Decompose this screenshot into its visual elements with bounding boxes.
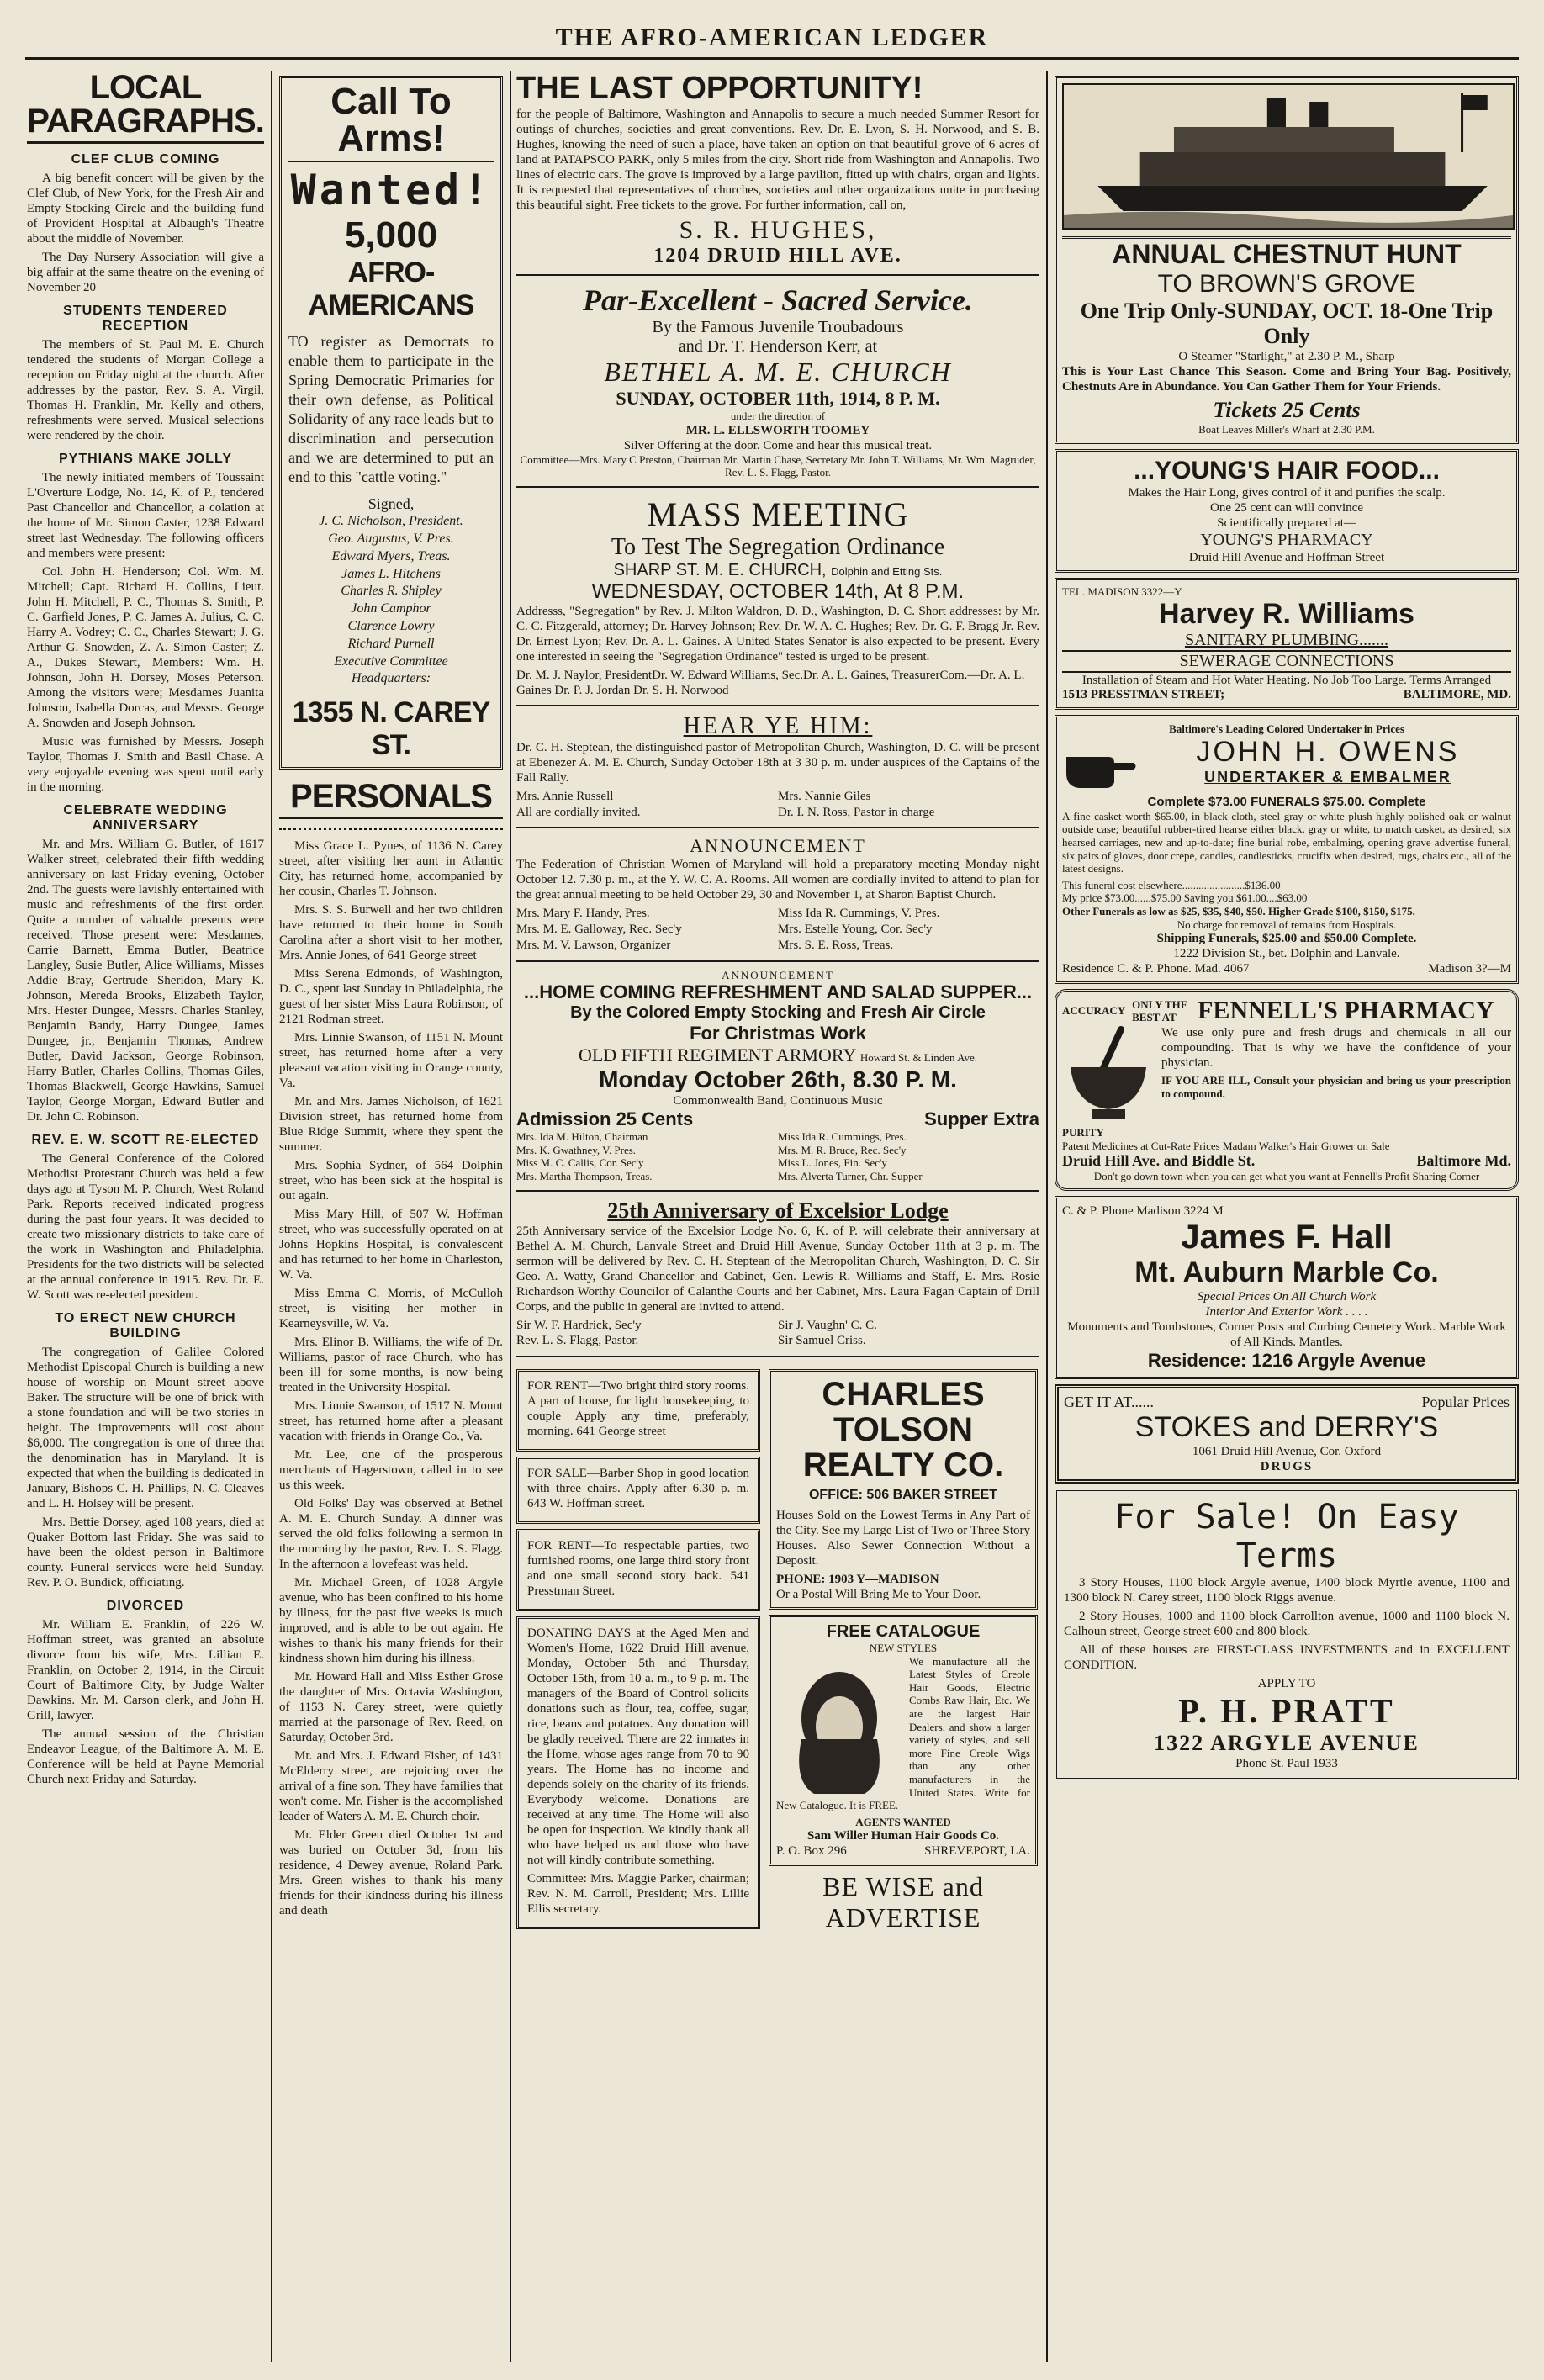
signer-name: Edward Myers, Treas. — [331, 548, 451, 563]
williams-sewerage: SEWERAGE CONNECTIONS — [1062, 650, 1511, 673]
signer-name: John Camphor — [351, 601, 431, 616]
announcement-name: Mrs. S. E. Ross, Treas. — [778, 938, 894, 952]
article-paragraph: Mr. William E. Franklin, of 226 W. Hoffman street, was granted an absolute divorce from his wife, Mrs. Lillian E. Franklin, on October 2, 1914, in the Circuit Court of Baltimore City, by Judge Walter Dawkins. Mr. M. Carson clerk, and John H. Grill, lawyer. — [27, 1618, 264, 1722]
announcements-column — [516, 71, 1039, 2362]
local-article — [27, 803, 264, 1124]
pratt-name: P. H. PRATT — [1178, 1691, 1395, 1730]
sacred-committee: Committee—Mrs. Mary C Preston, Chairman Mr. Martin Chase, Secretary Mr. John T. Williams, Mr. Wm. Magruder, Rev. L. S. Flagg, Pastor. — [520, 452, 1036, 479]
owens-line-2: My price $73.00......$75.00 Saving you $61.00....$63.00 — [1062, 891, 1308, 905]
chestnut-trip: One Trip Only-SUNDAY, OCT. 18-One Trip Only — [1080, 299, 1494, 348]
local-articles — [27, 152, 264, 1787]
youngs-hair-food-ad — [1055, 449, 1519, 573]
supper-name: Miss L. Jones, Fin. Sec'y — [778, 1156, 887, 1170]
owens-address: 1222 Division St., bet. Dolphin and Lanvale. — [1173, 947, 1400, 961]
for-sale-text-3: All of these houses are FIRST-CLASS INVESTMENTS and in EXCELLENT CONDITION. — [1064, 1642, 1510, 1672]
personals-title: PERSONALS — [279, 780, 503, 819]
article-paragraph: The annual session of the Christian Endeavor League, of the Baltimore A. M. E. Conference will be held at Payne Memorial Church next Friday and Saturday. — [27, 1727, 264, 1786]
stokes-drugs: DRUGS — [1260, 1459, 1314, 1473]
stokes-popular: Popular Prices — [1421, 1393, 1510, 1410]
announcement-2-title: ANNOUNCEMENT — [722, 968, 834, 981]
catalogue-box: P. O. Box 296 — [776, 1844, 847, 1859]
signed-label: Signed, — [367, 495, 415, 513]
personal-item: Miss Grace L. Pynes, of 1136 N. Carey street, after visiting her aunt in Atlantic City, has returned home, accompanied by her cousin, Charles T. Johnson. — [279, 839, 503, 899]
mass-church-location: Dolphin and Etting Sts. — [831, 564, 943, 578]
for-sale-text-1: 3 Story Houses, 1100 block Argyle avenue, 1400 block Myrtle avenue, 1100 and 1300 block N. Carey street, 1100 block Riggs avenue. — [1064, 1575, 1510, 1605]
hall-text: Monuments and Tombstones, Corner Posts and Curbing Cemetery Work. Marble Work of All Kinds. Mantles. — [1067, 1320, 1506, 1349]
stokes-get-it: GET IT AT...... — [1064, 1393, 1154, 1410]
fennell-name: FENNELL'S PHARMACY — [1198, 997, 1494, 1025]
article-paragraph: Mrs. Bettie Dorsey, aged 108 years, died at Quaker Bottom last Friday. She was said to have been the oldest person in Baltimore county. Funeral services were held Sunday. Rev. P. O. Bundick, officiating. — [27, 1515, 264, 1589]
supper-names — [516, 1130, 1039, 1182]
signer-name: Geo. Augustus, V. Pres. — [328, 532, 454, 547]
fennell-text: We use only pure and fresh drugs and chemicals in all our compounding. That is why we have the confidence of your physician. — [1161, 1026, 1511, 1071]
local-article — [27, 452, 264, 795]
for-sale-title: For Sale! On Easy Terms — [1114, 1497, 1459, 1575]
free-catalogue-ad — [769, 1615, 1038, 1866]
be-wise: BE WISE and — [822, 1871, 984, 1902]
article-paragraph: The General Conference of the Colored Methodist Protestant Church was held a few days ago at Tyson M. P. Church, West Roland Park. Reports received indicated progress during the past four years. It was decided to create two missionary districts to take care of the work in Washington and Philadelphia. Presidents for the two districts will be selected at the annual conference in 1915. Rev. Dr. E. W. Scott was re-elected president. — [27, 1152, 264, 1302]
chestnut-title: ANNUAL CHESTNUT HUNT — [1062, 236, 1511, 270]
fennell-accuracy: ACCURACY — [1062, 1004, 1126, 1018]
mass-officer: Dr. W. Edward Williams, Sec. — [652, 668, 803, 682]
announcement-name: Mrs. M. V. Lawson, Organizer — [516, 938, 671, 952]
supper-for: For Christmas Work — [690, 1023, 866, 1045]
fennell-city: Baltimore Md. — [1416, 1152, 1511, 1170]
mass-church: SHARP ST. M. E. CHURCH, — [613, 560, 827, 579]
williams-address: 1513 PRESSTMAN STREET; — [1062, 688, 1225, 702]
chestnut-hunt-ad — [1055, 76, 1519, 444]
pratt-phone: Phone St. Paul 1933 — [1235, 1756, 1338, 1770]
personal-item: Miss Serena Edmonds, of Washington, D. C., spent last Sunday in Philadelphia, the guest of her sister Miss Laura Robinson, of 2121 Rodman street. — [279, 967, 503, 1027]
article-paragraph: Music was furnished by Messrs. Joseph Taylor, Thomas J. Smith and Basil Chase. A very enjoyable evening was spent until early in the morning. — [27, 735, 264, 794]
supper-name: Mrs. Martha Thompson, Treas. — [516, 1169, 653, 1182]
divider — [516, 705, 1039, 706]
tolson-text: Houses Sold on the Lowest Terms in Any Part of the City. See my Large List of Two or Three Story Houses. Also Sewer Connection Without a Deposit. — [776, 1509, 1030, 1568]
supper-title: ...HOME COMING REFRESHMENT AND SALAD SUPPER... — [523, 981, 1033, 1003]
catalogue-styles: NEW STYLES — [869, 1642, 938, 1654]
article-heading: REV. E. W. SCOTT RE-ELECTED — [31, 1133, 260, 1147]
last-opportunity-title: THE LAST OPPORTUNITY! — [516, 71, 923, 106]
supper-name: Mrs. Ida M. Hilton, Chairman — [516, 1130, 648, 1144]
column-rule — [271, 71, 272, 2362]
chestnut-steamer: O Steamer "Starlight," at 2.30 P. M., Sharp — [1178, 350, 1395, 363]
stokes-derrys-ad — [1055, 1384, 1519, 1484]
catalogue-company: Sam Willer Human Hair Goods Co. — [806, 1829, 1000, 1843]
hear-ye-him-title: HEAR YE HIM: — [683, 712, 873, 739]
sacred-and: and Dr. T. Henderson Kerr, at — [678, 337, 878, 356]
article-heading: STUDENTS TENDERED RECEPTION — [63, 304, 228, 333]
hear-ye-him-text: Dr. C. H. Steptean, the distinguished pastor of Metropolitan Church, Washington, D. C. will be present at Ebenezer A. M. E. Church, Sunday October 18th at 3 30 p. m. under auspices of the Captains of the Fall Rally. — [516, 740, 1039, 785]
signer-name: Headquarters: — [351, 671, 431, 686]
headquarters-address: 1355 N. CAREY ST. — [292, 696, 490, 762]
divider — [516, 274, 1039, 276]
divider — [516, 827, 1039, 828]
personal-item: Mr. Michael Green, of 1028 Argyle avenue, who has been confined to his home by illness, for the past five weeks is much improved, and is able to be out again. He wishes to thank his many friends for their kindness shown him during his illness. — [279, 1576, 503, 1666]
excelsior-text: 25th Anniversary service of the Excelsior Lodge No. 6, K. of P. will celebrate their anniversary at Bethel A. M. Church, Lanvale Street and Druid Hill Avenue, Sunday October 11th at 3 p. m. The sermon will be delivered by Rev. C. H. Steptean of the Metropolitan Church, Washington, D. C. Sir Geo. A. Watty, Grand Chancellor and Cabinet, Gen. Lewis R. Williams and Staff, E. Mrs. Rosie Richardson Worthy Councilor of Calanthe Courts and her Cabinet, Mrs. Laura Fagan Captain of Drill Corps, and the public in general are invited to attend. — [516, 1224, 1039, 1314]
hair-food-title: ...YOUNG'S HAIR FOOD... — [1134, 456, 1440, 484]
wanted-heading: Wanted! — [290, 166, 492, 214]
announcement-title: ANNOUNCEMENT — [690, 835, 866, 857]
announcement-name: Mrs. Estelle Young, Cor. Sec'y — [778, 923, 933, 937]
article-paragraph: The Day Nursery Association will give a big affair at the same theatre on the evening of November 20 — [27, 251, 264, 294]
owens-subtitle: UNDERTAKER & EMBALMER — [1204, 768, 1451, 785]
supper-place: OLD FIFTH REGIMENT ARMORY — [578, 1045, 856, 1066]
right-subcolumn — [769, 1364, 1038, 1934]
signer-name: Clarence Lowry — [347, 619, 435, 634]
article-paragraph: The congregation of Galilee Colored Methodist Episcopal Church is building a new house of worship on Mount street above Baker. The structure will be one of brick with a stone foundation and will be two stories in height. The improvements will cost about $6,000. The congregation is one of three that the denomination has in Maryland. It is expected that when the building is dedicated in January, Bishops C. H. Phillips, N. C. Cleaves and L. H. Holsey will be present. — [27, 1346, 264, 1510]
personal-item: Miss Mary Hill, of 507 W. Hoffman street, who was successfully operated on at Johns Hopkins Hospital, is convalescent and has returned to her home in Charleston, W. Va. — [279, 1208, 503, 1283]
catalogue-agents: AGENTS WANTED — [855, 1815, 951, 1828]
supper-admission: Admission 25 Cents — [516, 1108, 694, 1130]
hear-name: Dr. I. N. Ross, Pastor in charge — [778, 805, 935, 819]
supper-name: Mrs. M. R. Bruce, Rec. Sec'y — [778, 1143, 907, 1156]
sacred-church: BETHEL A. M. E. CHURCH — [604, 357, 952, 387]
steamer-ship-icon — [1062, 83, 1515, 230]
personal-item: Miss Emma C. Morris, of McCulloh street, is visiting her mother in Kearneysville, W. Va. — [279, 1287, 503, 1331]
excelsior-signature: Sir Samuel Criss. — [778, 1334, 866, 1348]
personal-item: Mrs. Linnie Swanson, of 1517 N. Mount street, has returned home after a pleasant vacation with friends in Orange Co., Va. — [279, 1399, 503, 1444]
catalogue-title: FREE CATALOGUE — [826, 1622, 981, 1641]
call-to-arms-ad — [279, 76, 503, 770]
pratt-address: 1322 ARGYLE AVENUE — [1154, 1730, 1420, 1755]
call-to-arms-text: TO register as Democrats to enable them to participate in the Spring Democratic Primaries for their own defense, as Political Solidarity of any race leads but to discrimination and persecution and we are determined to put an end to this "cattle voting." — [288, 333, 494, 486]
classifieds — [516, 1364, 760, 1934]
williams-city: BALTIMORE, MD. — [1403, 688, 1511, 702]
donating-days-text: DONATING DAYS at the Aged Men and Women's Home, 1622 Druid Hill avenue, Monday, October 5th and Thursday, October 15th, from 10 a. m., to 9 p. m. The managers of the Board of Control solicits donations such as flour, tea, coffee, sugar, rice, beans and potatoes. Any donation will be gladly received. There are 22 inmates in the Home, whose ages range from 70 to 90 years. The Home has no income and depends solely on the charity of its friends. Everybody welcome. Donations are received at any time. The Home will also be open for inspection. We kindly thank all who have helped us and those who have not will kindly contribute something. — [527, 1626, 749, 1867]
hall-special: Special Prices On All Church Work — [1197, 1289, 1377, 1304]
chestnut-to: TO BROWN'S GROVE — [1157, 270, 1416, 298]
signer-name: Richard Purnell — [347, 636, 435, 651]
article-heading: CELEBRATE WEDDING ANNIVERSARY — [63, 803, 228, 833]
sacred-director: MR. L. ELLSWORTH TOOMEY — [685, 423, 870, 437]
excelsior-signature: Sir W. F. Hardrick, Sec'y — [516, 1318, 642, 1332]
personal-item: Mrs. Linnie Swanson, of 1151 N. Mount street, has returned home after a very pleasant vacation visiting in Orange county, Va. — [279, 1031, 503, 1091]
personal-item: Mr. and Mrs. James Nicholson, of 1621 Division street, has returned home from Blue Ridge Summit, where they spent the summer. — [279, 1095, 503, 1155]
rent-ad-2: FOR RENT—To respectable parties, two furnished rooms, one large third story front and one small second story back. 541 Presstman Street. — [527, 1539, 749, 1598]
excelsior-signature: Rev. L. S. Flagg, Pastor. — [516, 1334, 639, 1348]
owens-shipping: Shipping Funerals, $25.00 and $50.00 Complete. — [1156, 932, 1417, 946]
hear-name: All are cordially invited. — [516, 805, 641, 819]
mass-officer: Dr. A. L. Gaines, Treasurer — [803, 668, 940, 682]
fennell-purity: PURITY — [1062, 1126, 1104, 1140]
catalogue-text: We manufacture all the Latest Styles of Creole Hair Goods, Electric Combs Raw Hair, Etc. We are the largest Hair Dealers, and show a larger variety of styles, and sell more Fine Creole Wigs than any other manufacturers in the United States. Write for New Catalogue. It is FREE. — [776, 1654, 1030, 1812]
supper-ad — [516, 969, 1039, 1183]
supper-location: Howard St. & Linden Ave. — [859, 1051, 978, 1065]
article-paragraph: The newly initiated members of Toussaint L'Overture Lodge, No. 14, K. of P., tendered Past Chancellor and Chancellor, a colation at the home of Mr. Simon Caster, 1238 Edward street last Wednesday. The following officers and members were present: — [27, 471, 264, 560]
mortar-pestle-icon — [1062, 1025, 1155, 1126]
supper-by: By the Colored Empty Stocking and Fresh Air Circle — [570, 1003, 986, 1023]
excelsior-signatures — [516, 1318, 1039, 1350]
rent-ad-1: FOR RENT—Two bright third story rooms. A part of house, for light housekeeping, to couple Apply any time, preferably, morning. 641 George street — [527, 1379, 749, 1438]
supper-name: Mrs. K. Gwathney, V. Pres. — [516, 1143, 637, 1156]
tolson-postal: Or a Postal Will Bring Me to Your Door. — [776, 1588, 981, 1601]
hall-interior: Interior And Exterior Work . . . . — [1205, 1304, 1368, 1319]
owens-lead: Baltimore's Leading Colored Undertaker in Prices — [1169, 722, 1404, 736]
fennell-address: Druid Hill Ave. and Biddle St. — [1062, 1152, 1256, 1170]
williams-plumbing: SANITARY PLUMBING....... — [1184, 631, 1389, 650]
announcement-name: Mrs. M. E. Galloway, Rec. Sec'y — [516, 923, 682, 937]
owens-complete: Complete $73.00 FUNERALS $75.00. Complete — [1147, 794, 1426, 809]
owens-residence: Residence C. & P. Phone. Mad. 4067 — [1062, 962, 1250, 976]
personal-item: Mrs. Elinor B. Williams, the wife of Dr. Williams, pastor of race Church, who has been ill for some months, is now being treated in the University Hospital. — [279, 1335, 503, 1395]
pratt-for-sale-ad — [1055, 1489, 1519, 1780]
fennells-pharmacy-ad — [1055, 989, 1519, 1191]
fennell-patent: Patent Medicines at Cut-Rate Prices Madam Walker's Hair Grower on Sale — [1062, 1139, 1390, 1152]
local-article — [27, 1311, 264, 1590]
hughes-address: 1204 DRUID HILL AVE. — [653, 245, 902, 267]
stokes-address: 1061 Druid Hill Avenue, Cor. Oxford — [1192, 1444, 1382, 1458]
mass-meeting-ad — [516, 495, 1039, 698]
hughes-name: S. R. HUGHES, — [679, 216, 877, 244]
supper-extra: Supper Extra — [924, 1108, 1039, 1130]
hall-company: Mt. Auburn Marble Co. — [1134, 1256, 1439, 1288]
supper-band: Commonwealth Band, Continuous Music — [673, 1094, 883, 1108]
personal-item: Old Folks' Day was observed at Bethel A. M. E. Church Sunday. A dinner was served the old folks following a sermon in the morning by the pastor, Rev. L. S. Flagg. In the afternoon a lovefeast was held. — [279, 1497, 503, 1572]
williams-plumbing-ad — [1055, 578, 1519, 711]
donating-committee: Committee: Mrs. Maggie Parker, chairman; Rev. N. M. Carroll, President; Mrs. Lillie Ellis secretary. — [527, 1872, 749, 1916]
tolson-phone: PHONE: 1903 Y—MADISON — [776, 1573, 939, 1586]
article-heading: DIVORCED — [106, 1599, 185, 1613]
article-heading: PYTHIANS MAKE JOLLY — [59, 452, 232, 466]
owens-name: JOHN H. OWENS — [1196, 735, 1460, 768]
james-hall-marble-ad — [1055, 1196, 1519, 1379]
fennell-ill: IF YOU ARE ILL, Consult your physician and bring us your prescription to compound. — [1161, 1074, 1511, 1100]
excelsior-lodge-ad — [516, 1198, 1039, 1350]
personal-item: Mrs. S. S. Burwell and her two children have returned to their home in South Carolina after a short visit to her mother, Mrs. Annie Jones, of 641 George street — [279, 903, 503, 963]
hear-name: Mrs. Nannie Giles — [778, 789, 871, 803]
mass-officer: Dr. M. J. Naylor, President — [516, 668, 653, 682]
sale-ad-barber: FOR SALE—Barber Shop in good location with three chairs. Apply after 6.30 p. m. 643 W. Hoffman street. — [527, 1467, 749, 1510]
hear-name: Mrs. Annie Russell — [516, 789, 614, 803]
advertise: ADVERTISE — [825, 1902, 981, 1933]
sacred-service-title: Par-Excellent - Sacred Service. — [583, 283, 973, 317]
for-sale-apply: APPLY TO — [1257, 1676, 1316, 1690]
youngs-pharmacy-address: Druid Hill Avenue and Hoffman Street — [1188, 550, 1385, 564]
supper-date: Monday October 26th, 8.30 P. M. — [599, 1066, 957, 1093]
article-heading: TO ERECT NEW CHURCH BUILDING — [55, 1311, 236, 1341]
owens-phone: Madison 3?—M — [1428, 962, 1511, 976]
mass-date: WEDNESDAY, OCTOBER 14th, At 8 P.M. — [591, 579, 965, 603]
column-rule — [1046, 71, 1048, 2362]
fennell-dont: Don't go down town when you can get what you want at Fennell's Profit Sharing Corner — [1093, 1170, 1480, 1183]
sacred-offering: Silver Offering at the door. Come and hear this musical treat. — [623, 438, 933, 452]
williams-tel: TEL. MADISON 3322—Y — [1062, 584, 1182, 598]
catalogue-city: SHREVEPORT, LA. — [924, 1844, 1030, 1859]
announcement-text: The Federation of Christian Women of Maryland will hold a preparatory meeting Monday night October 12. 7.30 p. m., at the Y. W. C. A. Rooms. All women are cordially invited to attend to plan for the great annual meeting to be held October 29, 30 and November 1, at Sharon Baptist Church. — [516, 858, 1039, 902]
masthead: THE AFRO-AMERICAN LEDGER — [25, 24, 1519, 60]
last-opportunity-ad — [516, 71, 1039, 267]
last-opportunity-text: for the people of Baltimore, Washington and Annapolis to secure a much needed Summer Resort for outings of churches, societies and great conventions. Rev. Dr. E. Lyon, S. H. Norwood, and S. B. Hughes, knowing the need of such a place, have taken an option on that beautiful grove of 6 acres of land at PATAPSCO PARK, only 5 miles from the city. Short ride from Washington and Annapolis. Two lines of electric cars. The grove is improved by a large pavilion, fitted up with chairs, organ and lights. It is requested that representatives of churches, societies and other organizations unite in purchasing this beautiful sight. Free tickets to the grove. For further information, call on, — [516, 108, 1039, 212]
personal-item: Mr. Lee, one of the prosperous merchants of Hagerstown, called in to see us this week. — [279, 1448, 503, 1493]
supper-name: Miss Ida R. Cummings, Pres. — [778, 1130, 907, 1144]
divider — [516, 1356, 1039, 1357]
mass-officer: Com.—Dr. A. L. Gaines Dr. P. J. Jordan Dr. S. H. Norwood — [516, 668, 1025, 697]
owens-line-1: This funeral cost elsewhere.......................$136.00 — [1062, 878, 1281, 891]
owens-line-4: No charge for removal of remains from Hospitals. — [1177, 918, 1397, 931]
youngs-pharmacy: YOUNG'S PHARMACY — [1200, 530, 1373, 549]
mass-text: Addresss, "Segregation" by Rev. J. Milton Waldron, D. D., Washington, D. C. Short addresses: by Mr. C. C. Fitzgerald, attorney; Dr. Harvey Johnson; Rev. Dr. W. A. C. Hughes; Rev. Dr. G. F. Bragg Jr. Rev. Dr. Ernest Lyon; Rev. Dr. A. L. Gaines. A United States Senator is also expected to be present. Every one interested in seeing the "Segregation Ordinance" tested is urged to be present. — [516, 604, 1039, 664]
announcement-names — [516, 906, 1039, 953]
call-to-arms-column — [279, 71, 503, 2362]
local-article — [27, 1599, 264, 1787]
hear-ye-him-ad — [516, 713, 1039, 821]
divider — [279, 828, 503, 830]
divider — [516, 1190, 1039, 1192]
hair-food-text: Makes the Hair Long, gives control of it and purifies the scalp. — [1128, 485, 1446, 500]
supper-name: Miss M. C. Callis, Cor. Sec'y — [516, 1156, 644, 1170]
excelsior-title: 25th Anniversary of Excelsior Lodge — [607, 1198, 949, 1223]
mass-officers — [516, 668, 1039, 698]
sacred-direction: under the direction of — [730, 410, 826, 422]
stokes-name: STOKES and DERRY'S — [1134, 1410, 1439, 1443]
excelsior-signature: Sir J. Vaughn' C. C. — [778, 1318, 877, 1332]
divider — [516, 960, 1039, 962]
advertisements-column — [1055, 71, 1519, 2362]
wanted-number: 5,000 — [344, 214, 438, 256]
williams-name: Harvey R. Williams — [1159, 598, 1414, 631]
hear-names — [516, 789, 1039, 821]
signer-name: J. C. Nicholson, President. — [319, 514, 463, 529]
article-heading: CLEF CLUB COMING — [71, 152, 220, 167]
article-paragraph: Col. John H. Henderson; Col. Wm. M. Mitchell; Capt. Richard H. Collins, Lieut. John H. Mitchell, P. C., Thomas S. Smith, P. C. Garfield Jones, P. C. James A. Julius, C. C. Harry A. Vodrey; C. C., Charles Stewart; J. G. Arthur G. Snowden, Z. A. Simon Caster; Z. A., Dukes Stewart, Members: Wm. H. Johnson, John H. Dorsey, Moses Peterson. Among the visitors were; Mesdames Juanita Johnson, Isabella Dorcas, and Messrs. George A. Snowden and Joseph Johnson. — [27, 565, 264, 730]
article-paragraph: The members of St. Paul M. E. Church tendered the students of Morgan College a reception on Friday night at the church. After addresses by the pastor, Rev. S. A. Virgil, Thomas H. Franklin, Mr. Kelly and others, refreshments were served. Musical selections were rendered by the choir. — [27, 338, 264, 442]
personal-item: Mr. Elder Green died October 1st and was buried on October 3d, from his residence, 4 Dewey avenue, Roland Park. Mrs. Green wishes to thank his many friends for their kindness during his illness and death — [279, 1828, 503, 1918]
hair-food-price: One 25 cent can will convince — [1209, 500, 1363, 515]
signers-list — [288, 513, 494, 688]
owens-line-3: Other Funerals as low as $25, $35, $40, $50. Higher Grade $100, $150, $175. — [1062, 904, 1415, 918]
announcement-name: Mrs. Mary F. Handy, Pres. — [516, 907, 650, 921]
hair-food-scientific: Scientifically prepared at— — [1217, 516, 1356, 530]
sacred-service-ad — [516, 283, 1039, 479]
chestnut-boat: Boat Leaves Miller's Wharf at 2.30 P.M. — [1198, 423, 1375, 436]
hall-phone: C. & P. Phone Madison 3224 M — [1062, 1203, 1224, 1218]
afro-americans-heading: AFRO-AMERICANS — [308, 257, 474, 321]
local-paragraphs-title: LOCAL PARAGRAPHS. — [27, 71, 264, 144]
sacred-date: SUNDAY, OCTOBER 11th, 1914, 8 P. M. — [616, 388, 940, 409]
fennell-only-best: ONLY THE BEST AT — [1132, 997, 1188, 1024]
supper-name: Mrs. Alverta Turner, Chr. Supper — [778, 1169, 923, 1182]
announcement-name: Miss Ida R. Cummings, V. Pres. — [778, 907, 940, 921]
local-article — [27, 1133, 264, 1303]
local-paragraphs-column — [27, 71, 264, 2362]
article-paragraph: A big benefit concert will be given by the Clef Club, of New York, for the Fresh Air and Empty Stocking Circle and the building fund of Provident Hospital at Albaugh's Theatre about the middle of November. — [27, 172, 264, 246]
chestnut-text: This is Your Last Chance This Season. Come and Bring Your Bag. Positively, Chestnuts Are in Abundance. You Can Gather Them for Your Friends. — [1062, 365, 1511, 394]
tolson-title: CHARLES TOLSON REALTY CO. — [802, 1376, 1004, 1484]
local-article — [27, 304, 264, 443]
pointing-hand-icon — [1062, 736, 1138, 795]
announcement-federation — [516, 835, 1039, 953]
call-to-arms-title: Call To Arms! — [288, 83, 494, 162]
tolson-realty-ad — [769, 1369, 1038, 1610]
divider — [516, 486, 1039, 488]
for-sale-text-2: 2 Story Houses, 1000 and 1100 block Carrollton avenue, 1000 and 1100 block N. Calhoun street, George street 600 and 800 block. — [1064, 1609, 1510, 1638]
mass-meeting-subtitle: To Test The Segregation Ordinance — [611, 533, 945, 560]
tolson-office: OFFICE: 506 BAKER STREET — [808, 1488, 998, 1502]
chestnut-tickets: Tickets 25 Cents — [1213, 398, 1361, 422]
owens-undertaker-ad — [1055, 715, 1519, 984]
column-rule — [510, 71, 511, 2362]
sacred-by: By the Famous Juvenile Troubadours — [652, 318, 904, 336]
wig-illustration-icon — [776, 1655, 902, 1798]
signer-name: Executive Committee — [334, 653, 448, 669]
mass-meeting-title: MASS MEETING — [647, 495, 909, 533]
signer-name: James L. Hitchens — [341, 566, 441, 581]
personal-item: Mrs. Sophia Sydner, of 564 Dolphin street, who has been sick at the hospital is out again. — [279, 1159, 503, 1203]
owens-text: A fine casket worth $65.00, in black cloth, steel gray or white plush highly polished oak or walnut outside case; beautiful rubber-tired hearse either black, gray or white, to match casket, as desired; six hearsed carriages, new and up-to-date; fine burial robe, embalming, opening grave advertise funeral, six pairs of gloves, door crepe, candles, candlesticks, crucifix when desired, rugs, chairs etc., all of the latest designs. — [1062, 809, 1511, 875]
article-paragraph: Mr. and Mrs. William G. Butler, of 1617 Walker street, celebrated their fifth wedding anniversary on last Friday evening, October 2nd. The guests were lavishly entertained with music and refreshments of the first order. Quite a number of valuable presents were received. Those present were: Mesdames, Carrie Barnett, Emma Butler, Beatrice Langley, Susie Butler, Alice Williams, Misses Addie Bray, Gertrude Sheridon, Mary K. Johnson, Mereda Brooks, Elizabeth Taylor, Mrs. Hester Dungee, Messrs. Charles Stanley, Benjamin Bandy, Harry Dungee, James Dungee, jr., Benjamin Thomas, Andrew Butler, David Jackson, George Robinson, Harry Butler, Charles Collins, Thomas Giles, Thomas Blackwell, George Hawkins, Samuel Taylor, George Morgan, Edward Butler and Dr. John C. Robinson. — [27, 838, 264, 1124]
personal-item: Mr. Howard Hall and Miss Esther Grose the daughter of Mrs. Octavia Washington, of 1153 N. Carey street, were quietly married at the parsonage of Rev. Reed, on Saturday, October 3rd. — [279, 1670, 503, 1745]
signer-name: Charles R. Shipley — [341, 584, 442, 599]
local-article — [27, 152, 264, 295]
hall-name: James F. Hall — [1181, 1218, 1393, 1256]
hall-residence: Residence: 1216 Argyle Avenue — [1147, 1349, 1426, 1371]
personals-list — [279, 838, 503, 1918]
personal-item: Mr. and Mrs. J. Edward Fisher, of 1431 McElderry street, are rejoicing over the arrival of a fine son. They have families that won't come. Mr. Fisher is the accomplished leader of Waters A. M. E. Church choir. — [279, 1749, 503, 1824]
williams-text: Installation of Steam and Hot Water Heating. No Job Too Large. Terms Arranged — [1081, 674, 1492, 688]
